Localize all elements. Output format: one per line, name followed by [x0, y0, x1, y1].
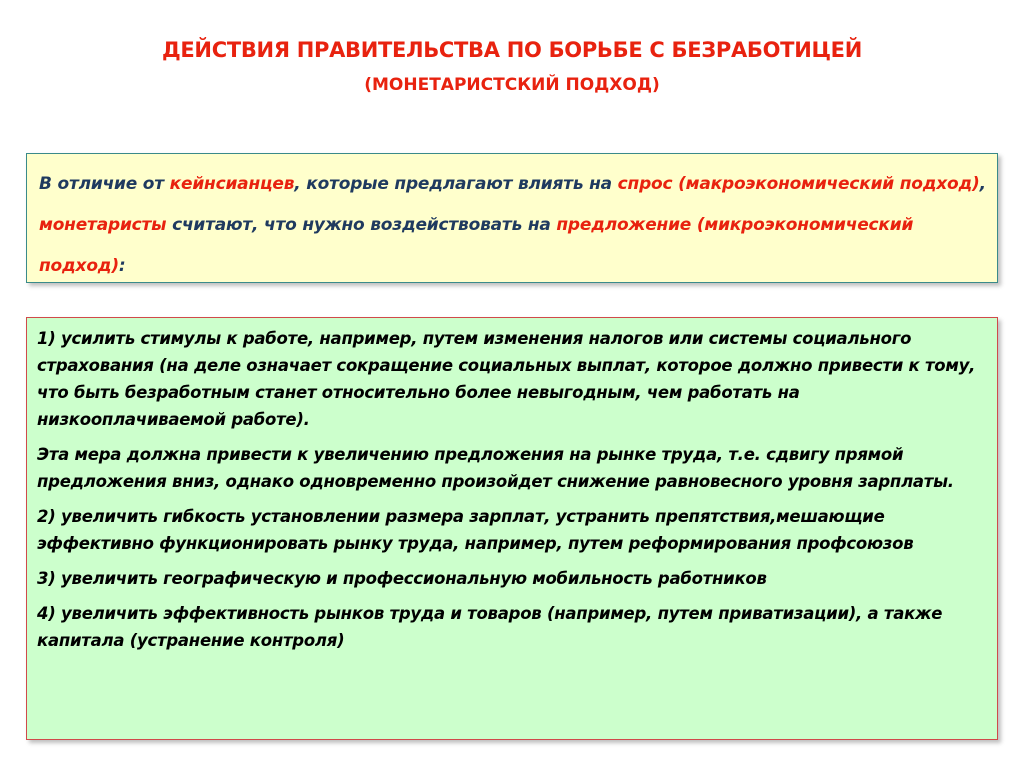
intro-text: , которые предлагают влиять на — [294, 174, 618, 194]
measure-item-3: 3) увеличить географическую и профессиональную мобильность работников — [37, 569, 767, 588]
intro-text: В отличие от — [39, 174, 170, 194]
monetarists-term: монетаристы — [39, 215, 167, 235]
intro-text: считают, что нужно воздействовать на — [166, 215, 557, 235]
measures-box — [26, 317, 998, 740]
measure-note: Эта мера должна привести к увеличению предложения на рынке труда, т.е. сдвигу прямой предложения вниз, однако одновременно произойдет снижение равновесного уровня зарплаты. — [37, 445, 954, 491]
supply-term: предложение (микроэкономический подход) — [39, 215, 914, 276]
intro-text: , — [979, 174, 986, 194]
measure-item-2: 2) увеличить гибкость установлении размера зарплат, устранить препятствия,мешающие эффективно функционировать рынку труда, например, путем реформирования профсоюзов — [37, 507, 914, 553]
keynesians-term: кейнсианцев — [169, 174, 295, 194]
demand-term: спрос (макроэкономический подход) — [617, 174, 980, 194]
measure-item-4: 4) увеличить эффективность рынков труда и товаров (например, путем приватизации), а также капитала (устранение контроля) — [37, 604, 943, 650]
intro-text: : — [118, 256, 126, 276]
measure-item-1: 1) усилить стимулы к работе, например, путем изменения налогов или системы социального страхования (на деле означает сокращение социальных выплат, которое должно привести к тому, что быть безработным станет относительно более невыгодным, чем работать на низкооплачиваемой работе). — [37, 329, 976, 429]
page-subtitle: (МОНЕТАРИСТСКИЙ ПОДХОД) — [364, 75, 660, 95]
page-title: ДЕЙСТВИЯ ПРАВИТЕЛЬСТВА ПО БОРЬБЕ С БЕЗРАБОТИЦЕЙ — [161, 38, 862, 62]
intro-box — [26, 153, 998, 283]
